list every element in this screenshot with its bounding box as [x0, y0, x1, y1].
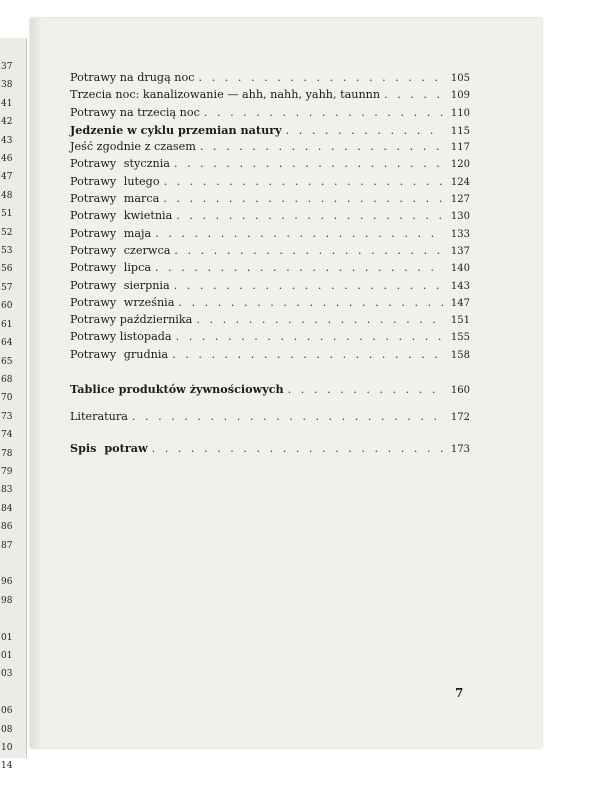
- left-page-number: 84: [1, 503, 13, 514]
- toc-entry-page: 173: [450, 443, 470, 455]
- left-page-number: 08: [1, 724, 13, 735]
- left-page-number: 10: [1, 743, 13, 754]
- leader-dots: [176, 209, 444, 222]
- toc-entry-title: Potrawy marca: [70, 192, 160, 206]
- toc-entry-page: 151: [450, 315, 470, 327]
- toc-entry-page: 130: [450, 211, 470, 223]
- toc-entry-title: Potrawy czerwca: [70, 243, 171, 257]
- toc-entry-page: 120: [450, 159, 470, 171]
- toc-entry-page: 158: [450, 349, 470, 361]
- left-page-number: 01: [1, 651, 13, 661]
- left-page-number: 74: [1, 430, 13, 441]
- left-page-number: 03: [1, 669, 13, 680]
- leader-dots: [199, 71, 444, 84]
- left-page-number: 37: [1, 62, 13, 72]
- toc-entry-page: 109: [450, 90, 470, 102]
- left-page-number: 01: [1, 632, 13, 643]
- toc-entry: [70, 88, 470, 105]
- left-page-number: 57: [1, 282, 13, 293]
- page-number: 7: [455, 686, 464, 700]
- toc-entry-title: Potrawy listopada: [70, 330, 172, 344]
- leader-dots: [174, 157, 444, 170]
- left-page-number: 83: [1, 485, 13, 496]
- toc-entry-title: Trzecia noc: kanalizowanie — ahh, nahh, yahh, taunnn: [70, 88, 381, 102]
- leader-dots: [163, 192, 444, 205]
- toc-entry-title: Potrawy stycznia: [70, 157, 170, 171]
- left-page-number: 46: [1, 154, 13, 165]
- left-page-number: 64: [1, 338, 13, 349]
- toc-entry-page: 115: [450, 125, 470, 137]
- toc-entry-title: Jeść zgodnie z czasem: [70, 140, 196, 154]
- toc-entry-title: Potrawy na drugą noc: [70, 71, 195, 84]
- leader-dots: [286, 124, 444, 137]
- leader-dots: [164, 175, 444, 188]
- leader-dots: [176, 330, 444, 343]
- toc-entry-page: 124: [450, 176, 470, 188]
- left-page-number: [0, 555, 20, 573]
- left-page-number: 42: [1, 117, 13, 128]
- table-of-contents: [70, 71, 470, 458]
- left-page-number: 48: [1, 190, 13, 201]
- left-page-number: 61: [1, 319, 13, 330]
- toc-entry: [70, 192, 470, 209]
- left-page-number: 52: [1, 227, 13, 238]
- leader-dots: [174, 279, 444, 292]
- spacer: [70, 428, 470, 441]
- toc-entry-page: 133: [450, 228, 470, 240]
- spacer: [70, 399, 470, 410]
- toc-entry-title: Potrawy września: [70, 295, 175, 309]
- leader-dots: [178, 296, 444, 309]
- leader-dots: [152, 442, 444, 455]
- toc-entry: [70, 261, 470, 278]
- toc-entry-page: 105: [450, 73, 470, 84]
- toc-entry-page: 127: [450, 194, 470, 206]
- left-page-number: 98: [1, 595, 13, 606]
- toc-entry: [70, 296, 470, 313]
- leader-dots: [174, 244, 444, 257]
- toc-entry-page: 117: [450, 142, 470, 154]
- leader-dots: [288, 383, 444, 396]
- toc-entry: [70, 279, 470, 296]
- leader-dots: [204, 106, 444, 119]
- toc-entry-title: Potrawy na trzecią noc: [70, 105, 200, 119]
- leader-dots: [155, 261, 444, 274]
- leader-dots: [155, 227, 444, 240]
- toc-section-heading: [70, 441, 470, 458]
- left-page-number: 73: [1, 411, 13, 422]
- left-page-numbers: [0, 58, 20, 776]
- toc-entry: [70, 227, 470, 244]
- toc-entry-page: 140: [450, 263, 470, 275]
- toc-section-heading: [70, 382, 470, 399]
- left-page-number: 86: [1, 522, 13, 533]
- toc-entry: [70, 330, 470, 347]
- left-page-number: 87: [1, 540, 13, 551]
- left-page-number: 56: [1, 264, 13, 275]
- toc-entry-page: 143: [450, 280, 470, 292]
- left-page-number: 70: [1, 393, 13, 404]
- toc-section-heading: [70, 123, 470, 140]
- toc-entry-title: Potrawy maja: [70, 226, 152, 240]
- toc-entry-title: Potrawy lutego: [70, 174, 160, 188]
- toc-entry-page: 160: [450, 385, 470, 397]
- toc-entry: [70, 209, 470, 226]
- toc-entry-title: Potrawy lipca: [70, 261, 152, 275]
- leader-dots: [132, 410, 444, 423]
- toc-entry-title: Potrawy sierpnia: [70, 278, 170, 292]
- left-page-number: 38: [1, 80, 13, 91]
- toc-entry: [70, 175, 470, 192]
- toc-entry-title: Potrawy października: [70, 313, 193, 327]
- page-gutter-shadow: [30, 18, 42, 748]
- toc-entry: [70, 410, 470, 427]
- leader-dots: [384, 88, 444, 101]
- toc-entry: [70, 157, 470, 174]
- toc-entry-title: Potrawy grudnia: [70, 347, 169, 361]
- toc-entry: [70, 140, 470, 157]
- toc-entry-title: Potrawy kwietnia: [70, 209, 173, 223]
- left-page-number: 68: [1, 374, 13, 385]
- toc-entry: [70, 313, 470, 330]
- toc-entry-title: Spis potraw: [70, 440, 148, 455]
- left-page-number: 47: [1, 172, 13, 183]
- toc-entry-page: 172: [450, 412, 470, 424]
- left-page-number: 79: [1, 466, 13, 477]
- toc-entry: [70, 71, 470, 88]
- left-page-number: 41: [1, 98, 13, 109]
- toc-entry: [70, 106, 470, 123]
- leader-dots: [200, 140, 444, 153]
- left-page-number: 06: [1, 706, 13, 717]
- left-page-number: 43: [1, 135, 13, 146]
- toc-entry-title: Jedzenie w cyklu przemian natury: [70, 122, 282, 137]
- toc-entry-page: 155: [450, 332, 470, 344]
- left-page-number: 96: [1, 577, 13, 588]
- leader-dots: [172, 348, 444, 361]
- leader-dots: [196, 313, 444, 326]
- toc-entry-page: 110: [450, 107, 470, 119]
- left-page-number: 78: [1, 448, 13, 459]
- spacer: [70, 365, 470, 382]
- toc-entry-title: Tablice produktów żywnościowych: [70, 382, 284, 397]
- left-page-number: [0, 684, 20, 702]
- left-page-number: 53: [1, 246, 13, 257]
- left-page-number: 65: [1, 356, 13, 367]
- toc-entry-title: Literatura: [70, 410, 128, 424]
- left-page-number: 14: [1, 761, 13, 772]
- left-page-number: [0, 610, 20, 628]
- toc-entry-page: 147: [450, 297, 470, 309]
- toc-entry: [70, 244, 470, 261]
- left-page-number: 60: [1, 301, 13, 312]
- toc-entry-page: 137: [450, 245, 470, 257]
- toc-entry: [70, 348, 470, 365]
- left-page-number: 51: [1, 209, 13, 220]
